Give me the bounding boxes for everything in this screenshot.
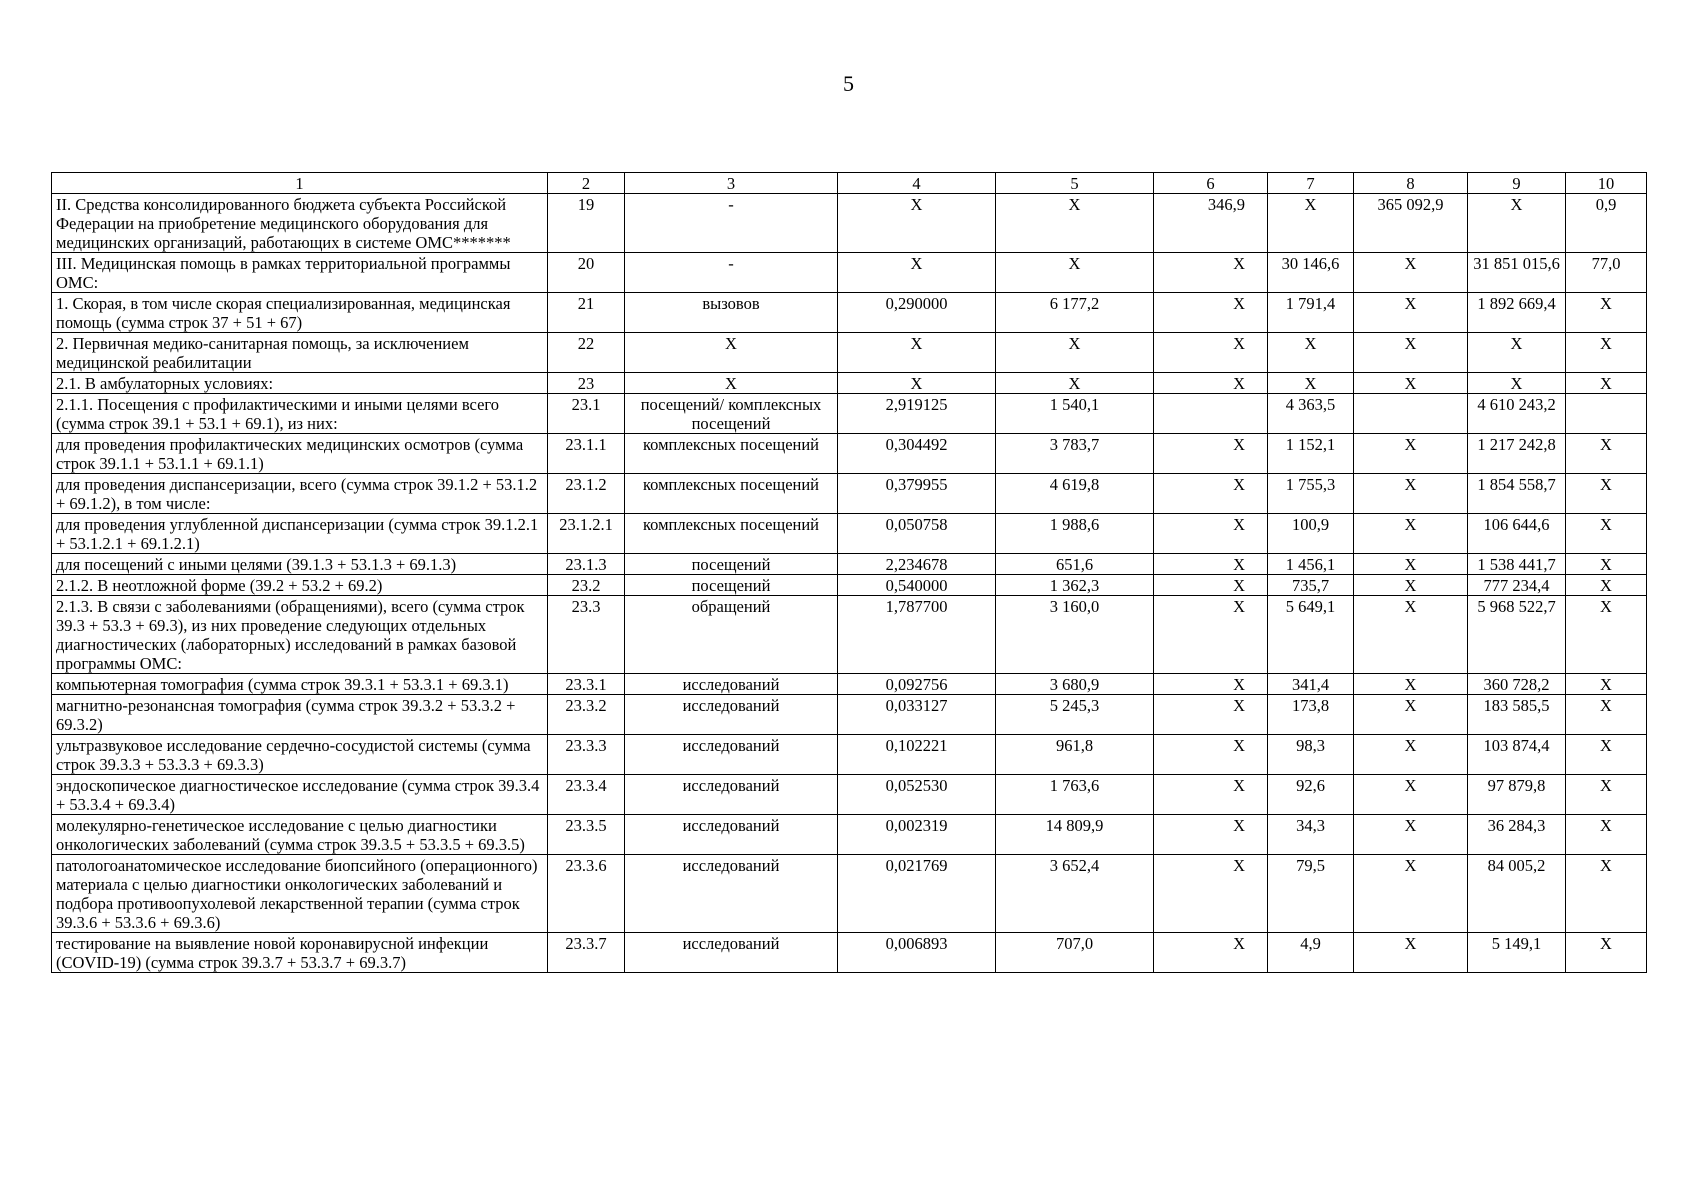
total-budget-cell: Х <box>1354 695 1468 735</box>
volume-norm-cell: 0,540000 <box>838 575 996 596</box>
row-description-cell: магнитно-резонансная томография (сумма строк 39.3.2 + 53.3.2 + 69.3.2) <box>52 695 548 735</box>
table-row <box>52 695 1647 735</box>
column-header: 2 <box>548 173 625 194</box>
table-row <box>52 735 1647 775</box>
percent-share-cell: Х <box>1566 554 1647 575</box>
unit-of-measure-cell: - <box>625 194 838 253</box>
column-header: 1 <box>52 173 548 194</box>
column-header: 10 <box>1566 173 1647 194</box>
row-number-cell: 21 <box>548 293 625 333</box>
total-budget-cell: Х <box>1354 373 1468 394</box>
per-capita-oms-cell: Х <box>1268 333 1354 373</box>
table-row <box>52 855 1647 933</box>
cost-norm-cell: 14 809,9 <box>996 815 1154 855</box>
volume-norm-cell: 0,002319 <box>838 815 996 855</box>
per-capita-oms-cell: 735,7 <box>1268 575 1354 596</box>
cost-norm-cell: 961,8 <box>996 735 1154 775</box>
volume-norm-cell: Х <box>838 373 996 394</box>
total-budget-cell: Х <box>1354 674 1468 695</box>
cost-norm-cell: 1 988,6 <box>996 514 1154 554</box>
row-number-cell: 23.3.2 <box>548 695 625 735</box>
per-capita-budget-cell: Х <box>1154 674 1268 695</box>
total-budget-cell: Х <box>1354 575 1468 596</box>
total-budget-cell: Х <box>1354 514 1468 554</box>
cost-norm-cell: 3 783,7 <box>996 434 1154 474</box>
volume-norm-cell: 0,304492 <box>838 434 996 474</box>
total-oms-cell: 1 538 441,7 <box>1468 554 1566 575</box>
row-number-cell: 19 <box>548 194 625 253</box>
cost-norm-cell: 3 652,4 <box>996 855 1154 933</box>
table-row <box>52 554 1647 575</box>
total-oms-cell: 31 851 015,6 <box>1468 253 1566 293</box>
row-description-cell: тестирование на выявление новой коронавирусной инфекции (COVID-19) (сумма строк 39.3.7 + 53.3.7 + 69.3.7) <box>52 933 548 973</box>
column-number-row <box>52 173 1647 194</box>
page-number: 5 <box>843 71 854 96</box>
per-capita-budget-cell: Х <box>1154 434 1268 474</box>
total-oms-cell: 1 892 669,4 <box>1468 293 1566 333</box>
percent-share-cell: 77,0 <box>1566 253 1647 293</box>
row-number-cell: 23.1.3 <box>548 554 625 575</box>
row-description-cell: для посещений с иными целями (39.1.3 + 53.1.3 + 69.1.3) <box>52 554 548 575</box>
cost-norm-cell: Х <box>996 333 1154 373</box>
per-capita-budget-cell: Х <box>1154 333 1268 373</box>
table-row <box>52 434 1647 474</box>
total-oms-cell: 97 879,8 <box>1468 775 1566 815</box>
unit-of-measure-cell: исследований <box>625 735 838 775</box>
column-header: 7 <box>1268 173 1354 194</box>
cost-norm-cell: 3 160,0 <box>996 596 1154 674</box>
table-row <box>52 514 1647 554</box>
unit-of-measure-cell: исследований <box>625 695 838 735</box>
total-oms-cell: 360 728,2 <box>1468 674 1566 695</box>
per-capita-oms-cell: 1 456,1 <box>1268 554 1354 575</box>
total-oms-cell: 4 610 243,2 <box>1468 394 1566 434</box>
total-budget-cell: Х <box>1354 554 1468 575</box>
row-number-cell: 23.3 <box>548 596 625 674</box>
column-header: 4 <box>838 173 996 194</box>
volume-norm-cell: 0,050758 <box>838 514 996 554</box>
unit-of-measure-cell: посещений/ комплексных посещений <box>625 394 838 434</box>
table-row <box>52 815 1647 855</box>
per-capita-budget-cell: Х <box>1154 775 1268 815</box>
column-header: 5 <box>996 173 1154 194</box>
per-capita-budget-cell: Х <box>1154 855 1268 933</box>
total-budget-cell: Х <box>1354 775 1468 815</box>
total-budget-cell: Х <box>1354 474 1468 514</box>
volume-norm-cell: 0,092756 <box>838 674 996 695</box>
row-number-cell: 23.3.1 <box>548 674 625 695</box>
per-capita-oms-cell: 5 649,1 <box>1268 596 1354 674</box>
table-row <box>52 333 1647 373</box>
per-capita-oms-cell: 1 791,4 <box>1268 293 1354 333</box>
unit-of-measure-cell: Х <box>625 373 838 394</box>
row-description-cell: для проведения профилактических медицинских осмотров (сумма строк 39.1.1 + 53.1.1 + 69.1.1) <box>52 434 548 474</box>
unit-of-measure-cell: Х <box>625 333 838 373</box>
total-oms-cell: 777 234,4 <box>1468 575 1566 596</box>
per-capita-budget-cell: Х <box>1154 735 1268 775</box>
percent-share-cell: Х <box>1566 474 1647 514</box>
per-capita-budget-cell: Х <box>1154 514 1268 554</box>
unit-of-measure-cell: вызовов <box>625 293 838 333</box>
total-oms-cell: Х <box>1468 194 1566 253</box>
table-row <box>52 575 1647 596</box>
percent-share-cell: Х <box>1566 596 1647 674</box>
row-description-cell: молекулярно-генетическое исследование с целью диагностики онкологических заболеваний (сумма строк 39.3.5 + 53.3.5 + 69.3.5) <box>52 815 548 855</box>
per-capita-oms-cell: Х <box>1268 194 1354 253</box>
per-capita-budget-cell: Х <box>1154 474 1268 514</box>
total-oms-cell: 36 284,3 <box>1468 815 1566 855</box>
per-capita-budget-cell: Х <box>1154 293 1268 333</box>
per-capita-oms-cell: Х <box>1268 373 1354 394</box>
unit-of-measure-cell: обращений <box>625 596 838 674</box>
per-capita-oms-cell: 98,3 <box>1268 735 1354 775</box>
per-capita-oms-cell: 4 363,5 <box>1268 394 1354 434</box>
unit-of-measure-cell: исследований <box>625 815 838 855</box>
percent-share-cell: Х <box>1566 695 1647 735</box>
cost-norm-cell: Х <box>996 373 1154 394</box>
per-capita-budget-cell: 346,9 <box>1154 194 1268 253</box>
total-oms-cell: 103 874,4 <box>1468 735 1566 775</box>
table-row <box>52 674 1647 695</box>
row-description-cell: патологоанатомическое исследование биопсийного (операционного) материала с целью диагностики онкологических заболеваний и подбора противоопухолевой лекарственной терапии (сумма строк 39.3.6 + 53.3.6 + 69.3.6) <box>52 855 548 933</box>
volume-norm-cell: Х <box>838 194 996 253</box>
table-row <box>52 775 1647 815</box>
cost-norm-cell: 651,6 <box>996 554 1154 575</box>
total-budget-cell: Х <box>1354 434 1468 474</box>
row-number-cell: 23.3.7 <box>548 933 625 973</box>
per-capita-oms-cell: 1 152,1 <box>1268 434 1354 474</box>
table-row <box>52 253 1647 293</box>
percent-share-cell: Х <box>1566 855 1647 933</box>
row-number-cell: 23.1 <box>548 394 625 434</box>
cost-norm-cell: Х <box>996 253 1154 293</box>
per-capita-budget-cell: Х <box>1154 596 1268 674</box>
total-budget-cell <box>1354 394 1468 434</box>
volume-norm-cell: 2,234678 <box>838 554 996 575</box>
table-body <box>52 194 1647 973</box>
per-capita-budget-cell: Х <box>1154 575 1268 596</box>
unit-of-measure-cell: исследований <box>625 933 838 973</box>
row-description-cell: компьютерная томография (сумма строк 39.3.1 + 53.3.1 + 69.3.1) <box>52 674 548 695</box>
total-budget-cell: Х <box>1354 293 1468 333</box>
percent-share-cell: Х <box>1566 293 1647 333</box>
unit-of-measure-cell: исследований <box>625 775 838 815</box>
volume-norm-cell: 0,006893 <box>838 933 996 973</box>
row-number-cell: 23.3.6 <box>548 855 625 933</box>
row-description-cell: 2.1.1. Посещения с профилактическими и иными целями всего (сумма строк 39.1 + 53.1 + 69.1), из них: <box>52 394 548 434</box>
volume-norm-cell: 2,919125 <box>838 394 996 434</box>
total-budget-cell: Х <box>1354 596 1468 674</box>
percent-share-cell: Х <box>1566 815 1647 855</box>
per-capita-oms-cell: 92,6 <box>1268 775 1354 815</box>
total-oms-cell: 5 968 522,7 <box>1468 596 1566 674</box>
total-budget-cell: 365 092,9 <box>1354 194 1468 253</box>
cost-norm-cell: Х <box>996 194 1154 253</box>
column-header: 9 <box>1468 173 1566 194</box>
table-row <box>52 194 1647 253</box>
cost-norm-cell: 6 177,2 <box>996 293 1154 333</box>
percent-share-cell: Х <box>1566 674 1647 695</box>
cost-norm-cell: 3 680,9 <box>996 674 1154 695</box>
total-budget-cell: Х <box>1354 333 1468 373</box>
total-budget-cell: Х <box>1354 855 1468 933</box>
row-description-cell: 2. Первичная медико-санитарная помощь, за исключением медицинской реабилитации <box>52 333 548 373</box>
column-header: 6 <box>1154 173 1268 194</box>
cost-norm-cell: 5 245,3 <box>996 695 1154 735</box>
percent-share-cell: Х <box>1566 514 1647 554</box>
unit-of-measure-cell: - <box>625 253 838 293</box>
cost-norm-cell: 1 540,1 <box>996 394 1154 434</box>
per-capita-oms-cell: 79,5 <box>1268 855 1354 933</box>
cost-norm-cell: 1 362,3 <box>996 575 1154 596</box>
total-oms-cell: Х <box>1468 373 1566 394</box>
percent-share-cell: Х <box>1566 933 1647 973</box>
unit-of-measure-cell: исследований <box>625 855 838 933</box>
percent-share-cell: Х <box>1566 575 1647 596</box>
total-oms-cell: Х <box>1468 333 1566 373</box>
per-capita-oms-cell: 34,3 <box>1268 815 1354 855</box>
row-description-cell: для проведения диспансеризации, всего (сумма строк 39.1.2 + 53.1.2 + 69.1.2), в том числе: <box>52 474 548 514</box>
volume-norm-cell: 0,290000 <box>838 293 996 333</box>
table-row <box>52 293 1647 333</box>
unit-of-measure-cell: комплексных посещений <box>625 514 838 554</box>
total-oms-cell: 5 149,1 <box>1468 933 1566 973</box>
table-row <box>52 933 1647 973</box>
percent-share-cell: 0,9 <box>1566 194 1647 253</box>
volume-norm-cell: Х <box>838 333 996 373</box>
row-description-cell: ультразвуковое исследование сердечно-сосудистой системы (сумма строк 39.3.3 + 53.3.3 + 69.3.3) <box>52 735 548 775</box>
cost-norm-cell: 4 619,8 <box>996 474 1154 514</box>
row-description-cell: 1. Скорая, в том числе скорая специализированная, медицинская помощь (сумма строк 37 + 51 + 67) <box>52 293 548 333</box>
total-oms-cell: 84 005,2 <box>1468 855 1566 933</box>
row-number-cell: 20 <box>548 253 625 293</box>
percent-share-cell: Х <box>1566 735 1647 775</box>
total-budget-cell: Х <box>1354 933 1468 973</box>
per-capita-oms-cell: 30 146,6 <box>1268 253 1354 293</box>
row-description-cell: эндоскопическое диагностическое исследование (сумма строк 39.3.4 + 53.3.4 + 69.3.4) <box>52 775 548 815</box>
unit-of-measure-cell: комплексных посещений <box>625 434 838 474</box>
row-description-cell: III. Медицинская помощь в рамках территориальной программы ОМС: <box>52 253 548 293</box>
table-row <box>52 474 1647 514</box>
data-table <box>51 172 1647 973</box>
row-number-cell: 23.3.5 <box>548 815 625 855</box>
percent-share-cell: Х <box>1566 333 1647 373</box>
per-capita-budget-cell: Х <box>1154 695 1268 735</box>
column-header: 3 <box>625 173 838 194</box>
unit-of-measure-cell: комплексных посещений <box>625 474 838 514</box>
row-number-cell: 23.1.2 <box>548 474 625 514</box>
unit-of-measure-cell: посещений <box>625 554 838 575</box>
unit-of-measure-cell: исследований <box>625 674 838 695</box>
unit-of-measure-cell: посещений <box>625 575 838 596</box>
total-budget-cell: Х <box>1354 253 1468 293</box>
per-capita-oms-cell: 341,4 <box>1268 674 1354 695</box>
total-oms-cell: 106 644,6 <box>1468 514 1566 554</box>
cost-norm-cell: 707,0 <box>996 933 1154 973</box>
per-capita-oms-cell: 100,9 <box>1268 514 1354 554</box>
total-oms-cell: 1 854 558,7 <box>1468 474 1566 514</box>
total-budget-cell: Х <box>1354 815 1468 855</box>
volume-norm-cell: 0,033127 <box>838 695 996 735</box>
percent-share-cell: Х <box>1566 434 1647 474</box>
volume-norm-cell: 0,021769 <box>838 855 996 933</box>
per-capita-budget-cell: Х <box>1154 373 1268 394</box>
cost-norm-cell: 1 763,6 <box>996 775 1154 815</box>
row-description-cell: 2.1. В амбулаторных условиях: <box>52 373 548 394</box>
column-header: 8 <box>1354 173 1468 194</box>
percent-share-cell <box>1566 394 1647 434</box>
row-description-cell: II. Средства консолидированного бюджета субъекта Российской Федерации на приобретение медицинского оборудования для медицинских организаций, работающих в системе ОМС******* <box>52 194 548 253</box>
per-capita-oms-cell: 4,9 <box>1268 933 1354 973</box>
volume-norm-cell: 1,787700 <box>838 596 996 674</box>
percent-share-cell: Х <box>1566 373 1647 394</box>
table-row <box>52 394 1647 434</box>
total-oms-cell: 1 217 242,8 <box>1468 434 1566 474</box>
row-number-cell: 23.1.2.1 <box>548 514 625 554</box>
total-oms-cell: 183 585,5 <box>1468 695 1566 735</box>
row-description-cell: 2.1.2. В неотложной форме (39.2 + 53.2 + 69.2) <box>52 575 548 596</box>
per-capita-budget-cell: Х <box>1154 815 1268 855</box>
row-number-cell: 23.3.3 <box>548 735 625 775</box>
per-capita-budget-cell: Х <box>1154 554 1268 575</box>
per-capita-budget-cell <box>1154 394 1268 434</box>
volume-norm-cell: 0,052530 <box>838 775 996 815</box>
table-row <box>52 596 1647 674</box>
row-number-cell: 22 <box>548 333 625 373</box>
table-row <box>52 373 1647 394</box>
row-number-cell: 23.3.4 <box>548 775 625 815</box>
total-budget-cell: Х <box>1354 735 1468 775</box>
row-description-cell: для проведения углубленной диспансеризации (сумма строк 39.1.2.1 + 53.1.2.1 + 69.1.2.1) <box>52 514 548 554</box>
per-capita-budget-cell: Х <box>1154 253 1268 293</box>
per-capita-oms-cell: 1 755,3 <box>1268 474 1354 514</box>
volume-norm-cell: Х <box>838 253 996 293</box>
volume-norm-cell: 0,102221 <box>838 735 996 775</box>
per-capita-budget-cell: Х <box>1154 933 1268 973</box>
row-number-cell: 23.2 <box>548 575 625 596</box>
row-number-cell: 23 <box>548 373 625 394</box>
row-description-cell: 2.1.3. В связи с заболеваниями (обращениями), всего (сумма строк 39.3 + 53.3 + 69.3), из них проведение следующих отдельных диагностических (лабораторных) исследований в рамках базовой программы ОМС: <box>52 596 548 674</box>
row-number-cell: 23.1.1 <box>548 434 625 474</box>
volume-norm-cell: 0,379955 <box>838 474 996 514</box>
per-capita-oms-cell: 173,8 <box>1268 695 1354 735</box>
percent-share-cell: Х <box>1566 775 1647 815</box>
